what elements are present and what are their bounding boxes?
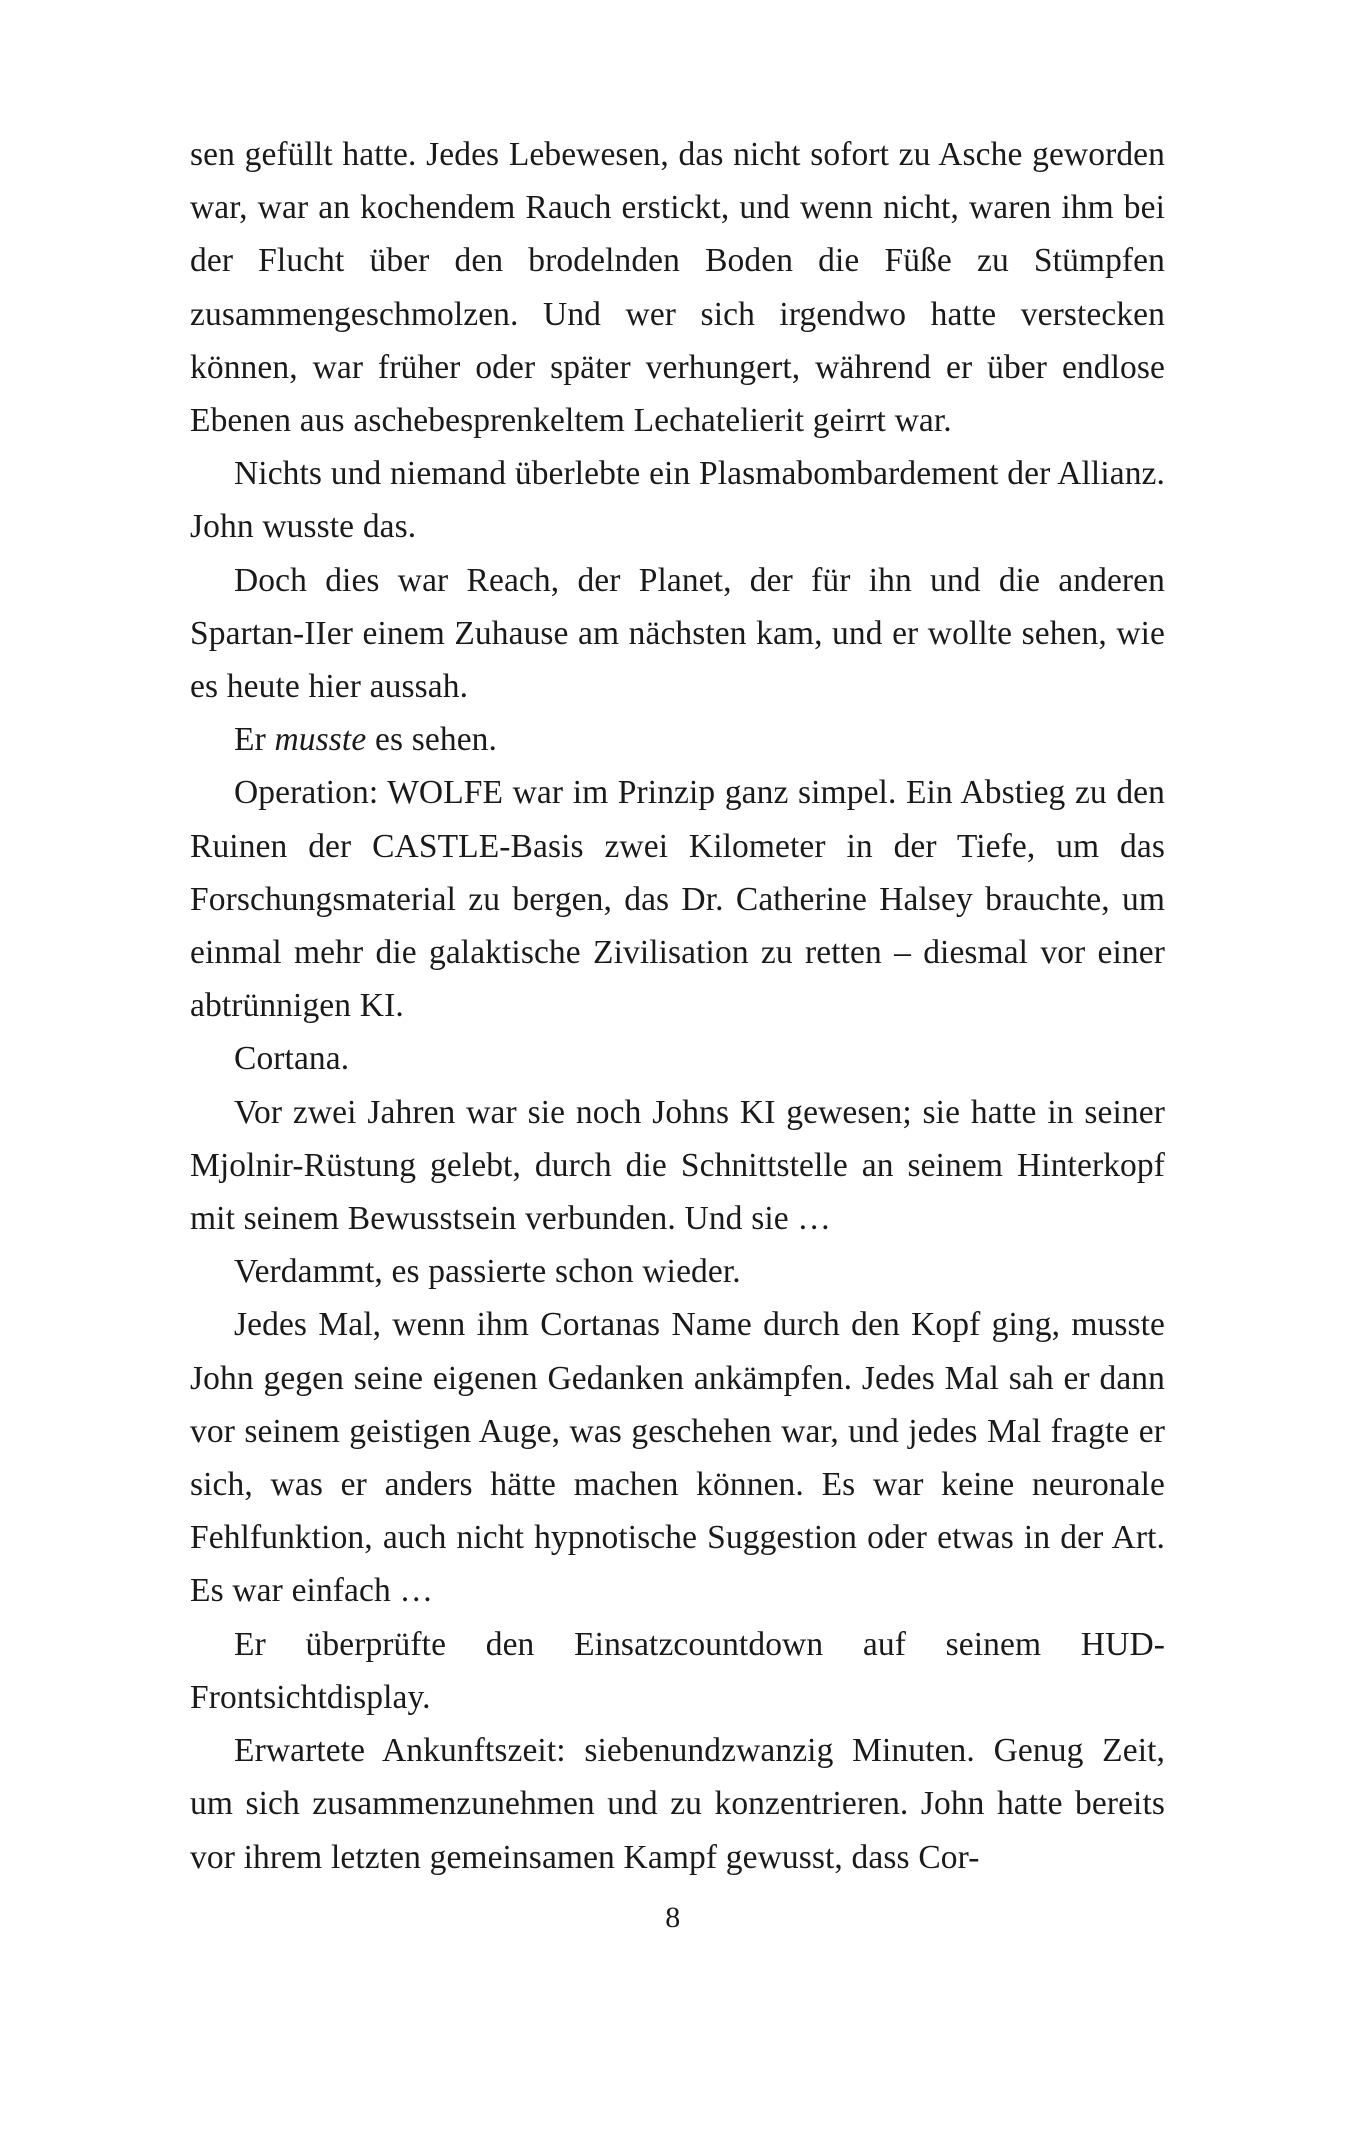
paragraph-1: sen gefüllt hatte. Jedes Lebewesen, das nicht sofort zu Asche geworden war, war an kochendem Rauch erstickt, und wenn nicht, waren ihm bei der Flucht über den brodelnden Boden die Füße zu Stümpfen zusammengeschmolzen. Und wer sich irgendwo hatte verstecken können, war früher oder später verhungert, während er über endlose Ebenen aus aschebesprenkeltem Lechatelierit geirrt war. xyxy=(190,136,1165,440)
paragraph-4 xyxy=(190,713,1165,766)
paragraph-4-lead: Er xyxy=(234,721,275,759)
paragraph-7: Vor zwei Jahren war sie noch Johns KI gewesen; sie hatte in seiner Mjolnir-Rüstung gelebt, durch die Schnittstelle an seinem Hinterkopf mit seinem Bewusstsein verbunden. Und sie … xyxy=(190,1093,1165,1238)
paragraph-8: Verdammt, es passierte schon wieder. xyxy=(234,1253,741,1291)
paragraph-10: Er überprüfte den Einsatzcountdown auf seinem HUD-Frontsichtdisplay. xyxy=(190,1625,1165,1716)
paragraph-6: Cortana. xyxy=(234,1040,350,1078)
page-number: 8 xyxy=(665,1901,681,1934)
page-text-block xyxy=(190,128,1165,1884)
emphasis-musste: musste xyxy=(274,721,367,759)
paragraph-4-tail: es sehen. xyxy=(366,721,498,759)
paragraph-5: Operation: WOLFE war im Prinzip ganz simpel. Ein Abstieg zu den Ruinen der CASTLE-Basis zwei Kilometer in der Tiefe, um das Forschungsmaterial zu bergen, das Dr. Catherine Halsey brauchte, um einmal mehr die galaktische Zivilisation zu retten – diesmal vor einer abtrünnigen KI. xyxy=(190,774,1165,1025)
paragraph-3: Doch dies war Reach, der Planet, der für ihn und die anderen Spartan-IIer einem Zuhause am nächsten kam, und er wollte sehen, wie es heute hier aussah. xyxy=(190,561,1165,706)
paragraph-9: Jedes Mal, wenn ihm Cortanas Name durch den Kopf ging, musste John gegen seine eigenen Gedanken ankämpfen. Jedes Mal sah er dann vor seinem geistigen Auge, was geschehen war, und jedes Mal fragte er sich, was er anders hätte machen können. Es war keine neuronale Fehlfunktion, auch nicht hypnotische Suggestion oder etwas in der Art. Es war einfach … xyxy=(190,1306,1165,1610)
paragraph-11: Erwartete Ankunftszeit: siebenundzwanzig Minuten. Genug Zeit, um sich zusammenzunehmen und zu konzentrieren. John hatte bereits vor ihrem letzten gemeinsamen Kampf gewusst, dass Cor- xyxy=(190,1732,1165,1876)
paragraph-2: Nichts und niemand überlebte ein Plasmabombardement der Allianz. John wusste das. xyxy=(190,455,1165,546)
